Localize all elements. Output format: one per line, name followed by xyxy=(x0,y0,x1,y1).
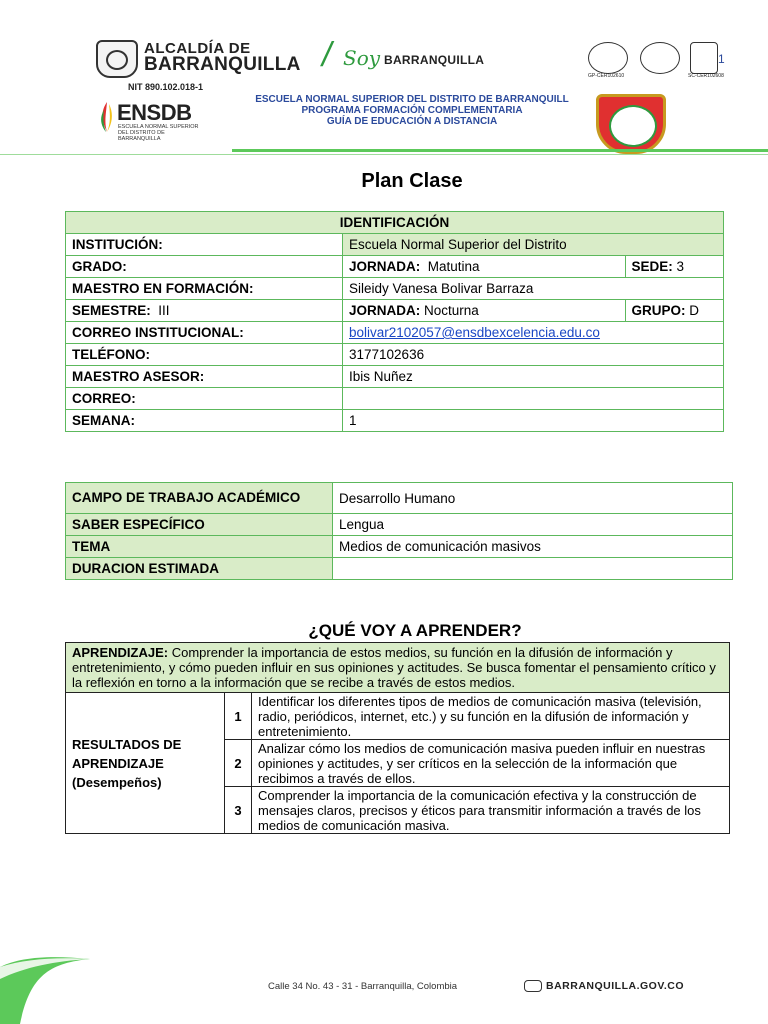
maestro-label: MAESTRO EN FORMACIÓN: xyxy=(66,278,343,300)
cert3-label: SC-CER102608 xyxy=(688,73,724,79)
campo-table xyxy=(65,482,733,580)
aprendizaje-table xyxy=(65,642,730,834)
footer-website[interactable]: BARRANQUILLA.GOV.CO xyxy=(546,980,685,992)
telefono-label: TELÉFONO: xyxy=(66,344,343,366)
icontec-cert-icon xyxy=(588,42,628,74)
logo-slash: / xyxy=(322,36,332,74)
cert1-label: GP-CER102610 xyxy=(588,73,625,79)
semestre-label: SEMESTRE: xyxy=(72,303,151,318)
correo-label: CORREO: xyxy=(66,388,343,410)
school-seal-icon xyxy=(596,94,666,154)
saber-label: SABER ESPECÍFICO xyxy=(66,514,333,536)
institucion-value: Escuela Normal Superior del Distrito xyxy=(343,234,724,256)
maestro-value: Sileidy Vanesa Bolivar Barraza xyxy=(343,278,724,300)
tema-label: TEMA xyxy=(66,536,333,558)
saber-value: Lengua xyxy=(333,514,733,536)
grupo-label: GRUPO: xyxy=(631,303,686,318)
alcaldia-line2: BARRANQUILLA xyxy=(144,54,301,75)
identificacion-table xyxy=(65,211,724,432)
asesor-label: MAESTRO ASESOR: xyxy=(66,366,343,388)
city-crest-icon xyxy=(96,40,138,78)
duracion-label: DURACION ESTIMADA xyxy=(66,558,333,580)
aprendizaje-text: Comprender la importancia de estos medios, su función en la difusión de información y entretenimiento, y cómo pueden influir en sus opiniones y actitudes. Se busca fomentar el pensamiento crítico y la reflexión en torno a la información que se recibe a través de estos medios. xyxy=(72,645,716,690)
aprendizaje-cell xyxy=(66,643,730,693)
resultado-num: 1 xyxy=(225,693,252,740)
school-line1: ESCUELA NORMAL SUPERIOR DEL DISTRITO DE BARRANQUILL xyxy=(255,94,569,105)
alcaldia-line1: ALCALDÍA DE xyxy=(144,40,251,57)
asesor-value: Ibis Nuñez xyxy=(343,366,724,388)
aprendizaje-label: APRENDIZAJE: xyxy=(72,645,169,660)
resultado-num: 2 xyxy=(225,740,252,787)
footer-address: Calle 34 No. 43 - 31 - Barranquilla, Colombia xyxy=(268,981,458,992)
iqnet-cert-icon xyxy=(640,42,680,74)
grado-label: GRADO: xyxy=(66,256,343,278)
institucion-label: INSTITUCIÓN: xyxy=(66,234,343,256)
page-number: 1 xyxy=(718,52,725,66)
semestre-value: III xyxy=(158,303,170,318)
footer-green-swoosh xyxy=(0,955,90,1024)
correo-inst-label: CORREO INSTITUCIONAL: xyxy=(66,322,343,344)
header-divider xyxy=(232,149,768,152)
iso-cert-icon xyxy=(690,42,718,74)
grupo-value: D xyxy=(689,303,700,318)
jornada1-label: JORNADA: xyxy=(349,259,421,274)
telefono-value: 3177102636 xyxy=(343,344,724,366)
nit-text: NIT 890.102.018-1 xyxy=(128,82,204,92)
tema-value: Medios de comunicación masivos xyxy=(333,536,733,558)
semana-value: 1 xyxy=(343,410,724,432)
barranquilla-brand: BARRANQUILLA xyxy=(384,53,485,67)
school-line3: GUÍA DE EDUCACIÓN A DISTANCIA xyxy=(326,116,498,127)
jornada2-value: Nocturna xyxy=(424,303,479,318)
ensdb-subtitle: ESCUELA NORMAL SUPERIOR DEL DISTRITO DE BARRANQUILLA xyxy=(118,124,199,142)
resultados-label: RESULTADOS DE APRENDIZAJE (Desempeños) xyxy=(66,693,225,834)
page-title: Plan Clase xyxy=(361,170,463,192)
soy-text: Soy xyxy=(343,46,381,70)
resultado-text: Analizar cómo los medios de comunicación masiva pueden influir en nuestras opiniones y actitudes, y ser críticos en la selección de la información que recibimos a través de ellos. xyxy=(252,740,730,787)
school-line2: PROGRAMA FORMACIÓN COMPLEMENTARIA xyxy=(301,105,523,116)
sede-label: SEDE: xyxy=(631,259,673,274)
campo-label: CAMPO DE TRABAJO ACADÉMICO xyxy=(66,483,333,514)
header-divider-light xyxy=(0,154,768,155)
resultado-text: Identificar los diferentes tipos de medios de comunicación masiva (televisión, radio, periódicos, internet, etc.) y su función en la difusión de información y entretenimiento. xyxy=(252,693,730,740)
resultado-text: Comprender la importancia de la comunicación efectiva y la construcción de mensajes claros, precisos y éticos para transmitir información a través de los medios de comunicación masiva. xyxy=(252,787,730,834)
jornada1-value: Matutina xyxy=(427,259,480,274)
jornada2-label: JORNADA: xyxy=(349,303,421,318)
semana-label: SEMANA: xyxy=(66,410,343,432)
ensdb-flame-icon xyxy=(98,100,116,134)
sede-value: 3 xyxy=(676,259,685,274)
identificacion-heading: IDENTIFICACIÓN xyxy=(66,212,724,234)
resultado-num: 3 xyxy=(225,787,252,834)
aprender-heading: ¿QUÉ VOY A APRENDER? xyxy=(308,621,522,640)
school-heading xyxy=(226,94,598,127)
campo-value: Desarrollo Humano xyxy=(333,483,733,514)
duracion-value xyxy=(333,558,733,580)
correo-inst-link[interactable]: bolivar2102057@ensdbexcelencia.edu.co xyxy=(349,325,600,340)
footer-eye-icon xyxy=(524,980,542,992)
ensdb-logo-text: ENSDB xyxy=(117,100,192,125)
correo-value xyxy=(343,388,724,410)
alcaldia-logo xyxy=(96,38,316,78)
